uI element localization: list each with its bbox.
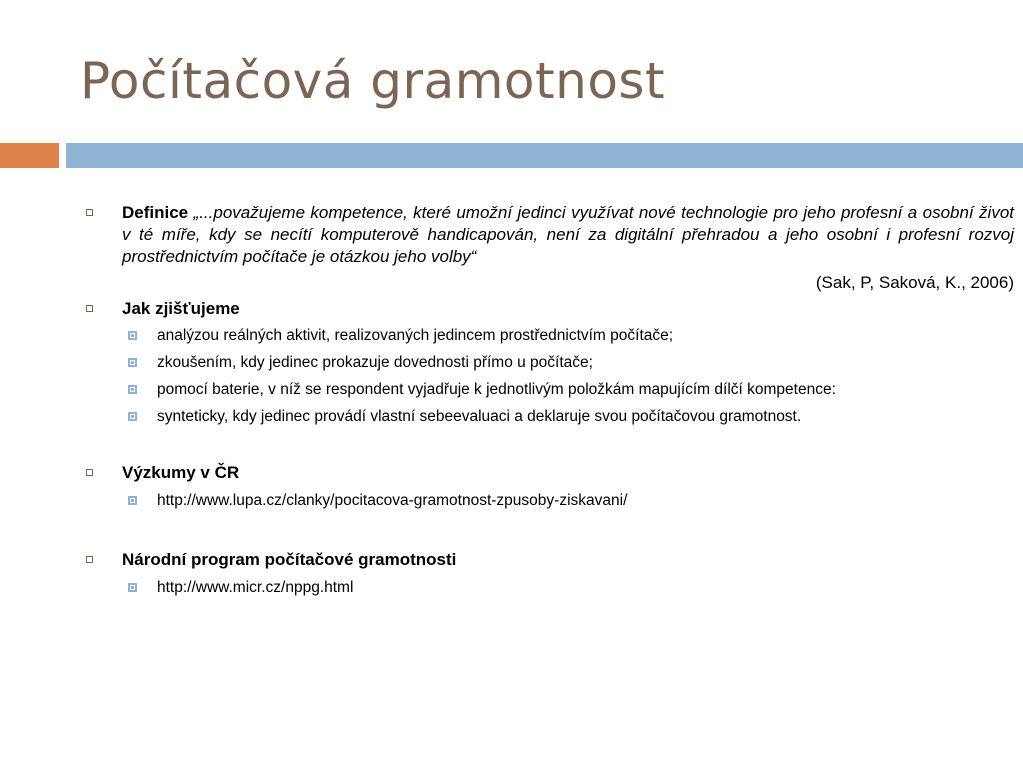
section-heading: Jak zjišťujeme [122,299,240,318]
square-bullet-icon [86,305,93,312]
section-heading-item [84,549,1014,571]
square-bullet-icon [128,496,137,505]
square-bullet-icon [86,209,93,216]
slide-content [84,202,1014,598]
accent-bar-blue [66,143,1023,168]
square-bullet-icon [86,556,93,563]
definition-label: Definice [122,203,189,222]
list-item: zkoušením, kdy jedinec prokazuje dovednosti přímo u počítače; [84,353,1014,373]
section-heading: Výzkumy v ČR [122,463,240,482]
square-bullet-icon [128,358,137,367]
slide-title: Počítačová gramotnost [80,52,666,110]
list-item [84,491,1014,511]
section-heading: Národní program počítačové gramotnosti [122,550,457,569]
list-item [84,578,1014,598]
accent-bar-orange [0,143,59,168]
square-bullet-icon [86,469,93,476]
link-text: http://www.lupa.cz/clanky/pocitacova-gramotnost-zpusoby-ziskavani/ [157,492,628,509]
square-bullet-icon [128,385,137,394]
link-text: http://www.micr.cz/nppg.html [157,579,354,596]
square-bullet-icon [128,331,137,340]
list-item: analýzou reálných aktivit, realizovaných jedincem prostřednictvím počítače; [84,326,1014,346]
square-bullet-icon [128,583,137,592]
list-item: pomocí baterie, v níž se respondent vyjadřuje k jednotlivým položkám mapujícím dílčí kompetence: [84,380,1014,400]
section-heading-item [84,462,1014,484]
definition-item [84,202,1014,268]
square-bullet-icon [128,412,137,421]
section-heading-item [84,298,1014,320]
citation: (Sak, P, Saková, K., 2006) [815,273,1014,292]
definition-quote: „...považujeme kompetence, které umožní jedinci využívat nové technologie pro jeho profesní a osobní život v té míře, kdy se necítí komputerově handicapován, není za digitální přehradou a jeho osobní i profesní rozvoj prostřednictvím počítače je otázkou jeho volby“ [122,203,1015,266]
list-item: synteticky, kdy jedinec provádí vlastní sebeevaluaci a deklaruje svou počítačovou gramotnost. [84,407,1014,427]
